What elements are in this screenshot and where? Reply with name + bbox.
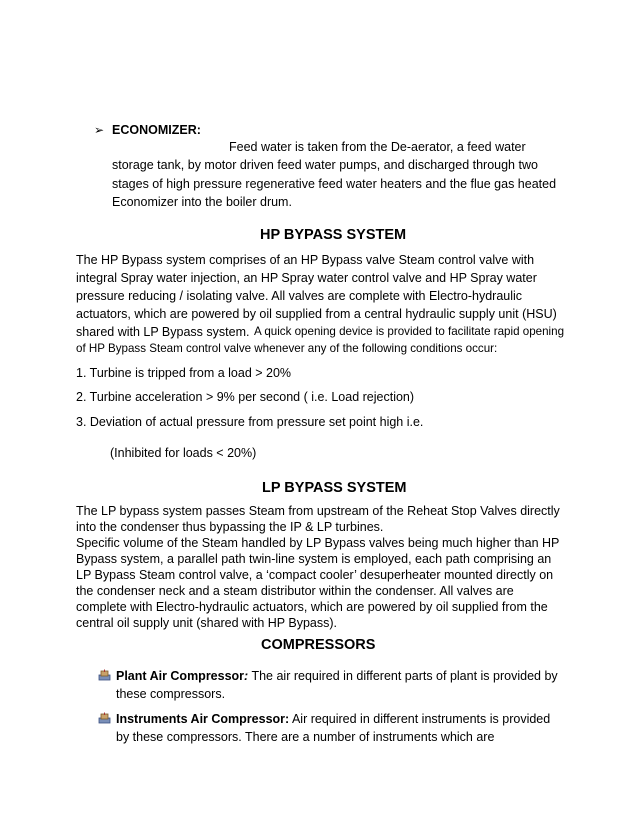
economizer-line: stages of high pressure regenerative feed water heaters and the flue gas heated xyxy=(112,177,557,191)
compressor-item xyxy=(116,668,558,684)
compressors-heading: COMPRESSORS xyxy=(261,637,376,653)
economizer-line: Economizer into the boiler drum. xyxy=(112,195,292,209)
hp-bypass-line: The HP Bypass system comprises of an HP Bypass valve Steam control valve with xyxy=(76,253,535,267)
lp-bypass-line: Specific volume of the Steam handled by LP Bypass valves being much higher than HP xyxy=(76,536,560,550)
hp-bypass-heading: HP BYPASS SYSTEM xyxy=(260,227,407,243)
hp-condition: 3. Deviation of actual pressure from pressure set point high i.e. xyxy=(76,415,424,429)
lp-bypass-line: LP Bypass Steam control valve, a ‘compact cooler’ desuperheater mounted directly on xyxy=(76,568,554,582)
arrow-bullet-icon: ➢ xyxy=(94,123,105,137)
economizer-line: Feed water is taken from the De-aerator, a feed water xyxy=(229,140,526,154)
hp-condition: 2. Turbine acceleration > 9% per second ( i.e. Load rejection) xyxy=(76,390,415,404)
hp-bypass-line: integral Spray water injection, an HP Spray water control valve and HP Spray water xyxy=(76,271,537,285)
lp-bypass-line: central oil supply unit (shared with HP Bypass). xyxy=(76,616,337,630)
hp-bypass-line: shared with LP Bypass system. xyxy=(76,325,250,339)
hp-condition: 1. Turbine is tripped from a load > 20% xyxy=(76,366,292,380)
lp-bypass-line: the condenser neck and a steam distributor within the condenser. All valves are xyxy=(76,584,514,598)
compressor-item-text: Air required in different instruments is provided xyxy=(289,712,551,726)
compressor-item-line2: these compressors. xyxy=(116,687,226,701)
lp-bypass-heading: LP BYPASS SYSTEM xyxy=(262,480,407,496)
lp-bypass-line: into the condenser thus bypassing the IP & LP turbines. xyxy=(76,520,384,534)
lp-bypass-line: Bypass system, a parallel path twin-line system is employed, each path comprising an xyxy=(76,552,552,566)
hp-bypass-line: pressure reducing / isolating valve. All valves are complete with Electro-hydraulic xyxy=(76,289,523,303)
compressor-item-text: The air required in different parts of plant is provided by xyxy=(248,669,558,683)
compressor-item-title: Plant Air Compressor xyxy=(116,669,245,683)
economizer-title: ECONOMIZER: xyxy=(112,123,201,137)
economizer-line: storage tank, by motor driven feed water pumps, and discharged through two xyxy=(112,158,538,172)
book-bullet-icon xyxy=(98,712,111,725)
hp-bypass-line: actuators, which are powered by oil supplied from a central hydraulic supply unit (HSU) xyxy=(76,307,557,321)
compressor-item-line2: by these compressors. There are a number of instruments which are xyxy=(116,730,495,744)
compressor-item xyxy=(116,711,550,727)
hp-bypass-line: A quick opening device is provided to facilitate rapid opening xyxy=(254,325,565,338)
compressor-item-title: Instruments Air Compressor: xyxy=(116,712,290,726)
lp-bypass-line: The LP bypass system passes Steam from upstream of the Reheat Stop Valves directly xyxy=(76,504,560,518)
hp-condition-note: (Inhibited for loads < 20%) xyxy=(110,446,257,460)
lp-bypass-line: complete with Electro-hydraulic actuators, which are powered by oil supplied from the xyxy=(76,600,548,614)
compressor-item-separator: : xyxy=(244,669,249,683)
book-bullet-icon xyxy=(98,669,111,682)
hp-bypass-line: of HP Bypass Steam control valve whenever any of the following conditions occur: xyxy=(76,342,498,355)
